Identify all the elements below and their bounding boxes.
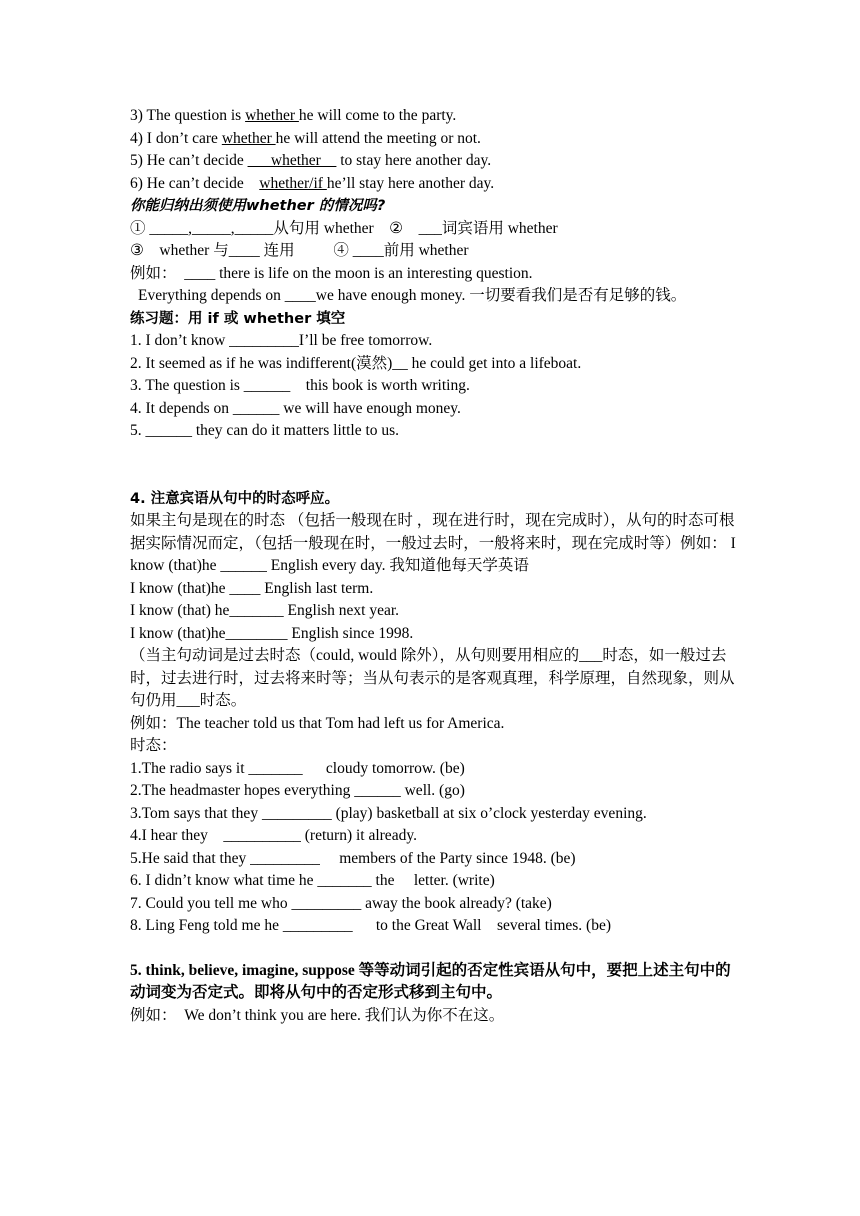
text: 5) He can’t decide xyxy=(130,152,248,169)
text: 6) He can’t decide xyxy=(130,174,260,192)
section-5-heading: 5. think, believe, imagine, suppose 等等动词引起的否定性宾语从句中，要把上述主句中的动词变为否定式。即将从句中的否定形式移到主句中。 xyxy=(130,961,731,1001)
text: he will attend the meeting or not. xyxy=(275,129,481,147)
tense-item: 7. Could you tell me who _________ away the book already? (take) xyxy=(130,894,552,912)
tense-item: 2.The headmaster hopes everything ______ well. (go) xyxy=(130,782,465,799)
exercise-item: 2. It seemed as if he was indifferent(漠然)__ he could get into a lifeboat. xyxy=(130,354,582,372)
example-2: Everything depends on ____we have enough money. 一切要看我们是否有足够的钱。 xyxy=(138,287,687,304)
tense-label: 时态： xyxy=(130,737,177,754)
rule-line-1: ① _____,_____,_____从句用 whether ② ___词宾语用 whether xyxy=(130,219,558,237)
tense-item: 8. Ling Feng told me he _________ to the Great Wall several times. (be) xyxy=(130,917,612,934)
text: he will come to the party. xyxy=(298,107,457,124)
example-1: 例如： ____ there is life on the moon is an interesting question. xyxy=(130,264,533,282)
section-5-example: 例如： We don’t think you are here. 我们认为你不在这。 xyxy=(130,1006,505,1024)
text: 3) The question is xyxy=(130,107,246,124)
example-line-6 xyxy=(130,173,740,196)
underlined-word: whether xyxy=(221,129,276,147)
text: he’ll stay here another day. xyxy=(326,174,495,192)
tense-item: 4.I hear they __________ (return) it already. xyxy=(130,827,417,844)
section-4-intro: 如果主句是现在的时态 （包括一般现在时 ，现在进行时，现在完成时），从句的时态可根据实际情况而定，（包括一般现在时，一般过去时，一般将来时，现在完成时等）例如： I know (that)he ______ English every day. 我知道他每天学英语 xyxy=(130,512,736,574)
exercise-item: 5. ______ they can do it matters little to us. xyxy=(130,422,400,439)
text: 4) I don’t care xyxy=(130,129,222,147)
sentence: I know (that)he ____ English last term. xyxy=(130,579,374,597)
section-4-note: （当主句动词是过去时态（could, would 除外），从句则要用相应的___时态，如一般过去时，过去进行时，过去将来时等；当从句表示的是客观真理，科学原理，自然现象，则从句仍用___时态。 xyxy=(130,647,735,709)
exercise-item: 3. The question is ______ this book is worth writing. xyxy=(130,377,470,394)
tense-item: 6. I didn’t know what time he _______ the letter. (write) xyxy=(130,872,495,889)
tense-item: 1.The radio says it _______ cloudy tomorrow. (be) xyxy=(130,759,465,777)
underlined-word: whether xyxy=(245,107,299,124)
example-line-3 xyxy=(130,105,740,128)
sentence: I know (that)he________ English since 1998. xyxy=(130,624,414,642)
example-line-4 xyxy=(130,128,740,151)
example-line-5 xyxy=(130,150,740,173)
section-4-heading: 4. 注意宾语从句中的时态呼应。 xyxy=(130,490,340,507)
rule-line-2: ③ whether 与____ 连用 ④ ____前用 whether xyxy=(130,242,469,259)
exercise-item: 4. It depends on ______ we will have enough money. xyxy=(130,399,461,417)
summary-question: 你能归纳出须使用whether 的情况吗? xyxy=(130,198,386,214)
text: to stay here another day. xyxy=(336,152,492,169)
underlined-word: whether/if xyxy=(259,174,327,192)
tense-item: 5.He said that they _________ members of the Party since 1948. (be) xyxy=(130,849,576,867)
exercise-item: 1. I don’t know _________I’ll be free tomorrow. xyxy=(130,332,433,349)
underlined-word: ___whether__ xyxy=(247,152,337,169)
section-4-example: 例如：The teacher told us that Tom had left us for America. xyxy=(130,714,505,732)
document-body xyxy=(130,105,740,1027)
exercise-heading: 练习题：用 if 或 whether 填空 xyxy=(130,310,346,327)
sentence: I know (that) he_______ English next year. xyxy=(130,602,400,619)
tense-item: 3.Tom says that they _________ (play) basketball at six o’clock yesterday evening. xyxy=(130,804,647,822)
